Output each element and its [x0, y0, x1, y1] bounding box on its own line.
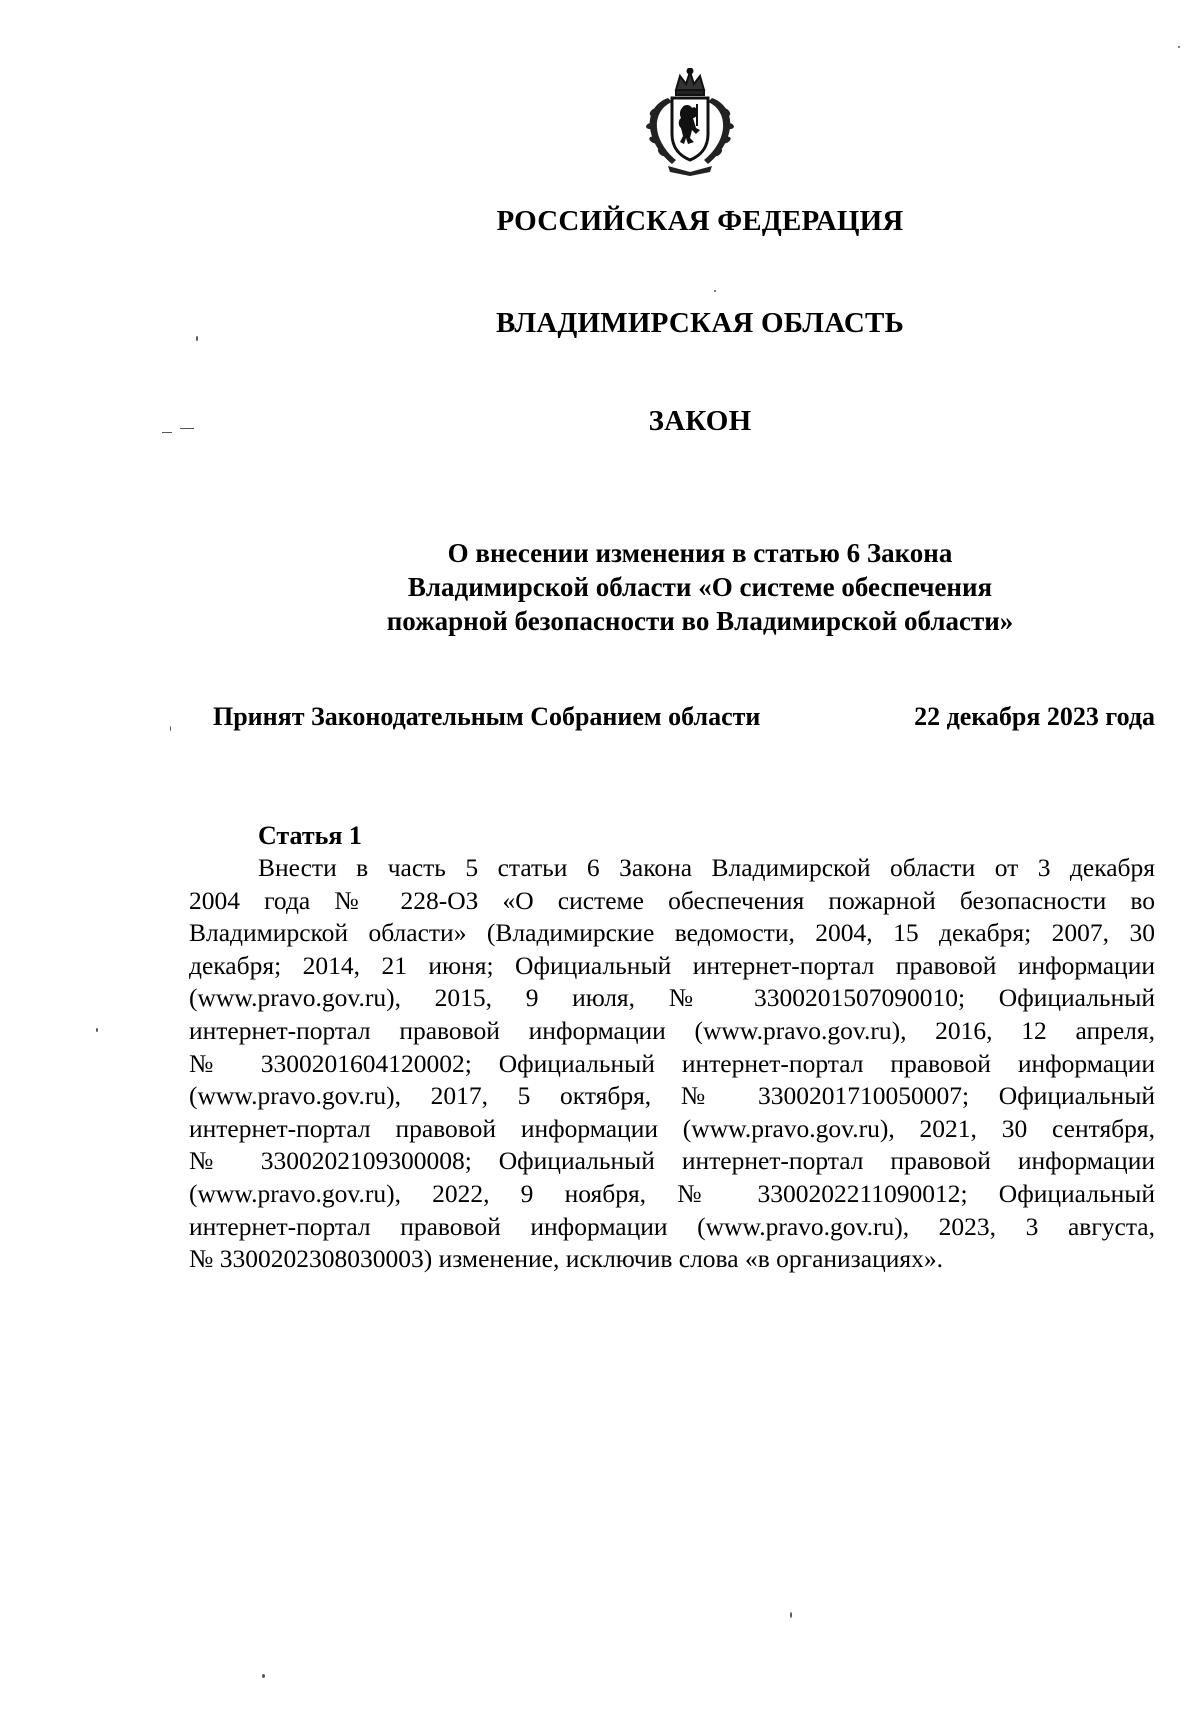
- article-line: декабря; 2014, 21 июня; Официальный интернет-портал правовой информации: [189, 950, 1155, 980]
- scan-speck: [162, 432, 172, 433]
- scan-speck: [180, 428, 194, 429]
- adoption-date: 22 декабря 2023 года: [914, 702, 1155, 731]
- scan-speck: [714, 290, 716, 292]
- law-title-line: О внесении изменения в статью 6 Закона: [447, 538, 953, 568]
- document-type-heading: ЗАКОН: [648, 405, 752, 437]
- article-line: интернет-портал правовой информации (www.pravo.gov.ru), 2023, 3 августа,: [189, 1211, 1155, 1241]
- article-line: № 3300201604120002; Официальный интернет-портал правовой информации: [189, 1048, 1155, 1078]
- law-title-line: пожарной безопасности во Владимирской области»: [386, 606, 1014, 636]
- article-line: интернет-портал правовой информации (www.pravo.gov.ru), 2016, 12 апреля,: [189, 1015, 1155, 1045]
- article-line: (www.pravo.gov.ru), 2017, 5 октября, № 3300201710050007; Официальный: [189, 1081, 1155, 1111]
- scan-speck: [196, 336, 198, 341]
- article-line: (www.pravo.gov.ru), 2015, 9 июля, № 3300201507090010; Официальный: [189, 983, 1155, 1013]
- scan-speck: [1178, 46, 1180, 48]
- coat-of-arms-icon: [638, 68, 742, 176]
- adopted-by: Принят Законодательным Собранием области: [213, 702, 761, 731]
- country-heading: РОССИЙСКАЯ ФЕДЕРАЦИЯ: [496, 205, 904, 237]
- article-title: Статья 1: [258, 821, 362, 850]
- article-line: № 3300202308030003) изменение, исключив слова «в организациях».: [189, 1244, 943, 1274]
- article-line: интернет-портал правовой информации (www.pravo.gov.ru), 2021, 30 сентября,: [189, 1113, 1155, 1143]
- article-line: Внести в часть 5 статьи 6 Закона Владимирской области от 3 декабря: [258, 853, 1155, 882]
- article-body: [189, 852, 1155, 1276]
- article-line: № 3300202109300008; Официальный интернет-портал правовой информации: [189, 1146, 1155, 1176]
- law-title-line: Владимирской области «О системе обеспечения: [407, 572, 993, 602]
- scan-speck: [262, 1674, 265, 1678]
- region-heading: ВЛАДИМИРСКАЯ ОБЛАСТЬ: [496, 307, 904, 339]
- law-title: [300, 536, 1100, 638]
- scan-speck: [170, 726, 171, 731]
- article-line: 2004 года № 228-ОЗ «О системе обеспечения пожарной безопасности во: [189, 885, 1155, 915]
- scan-speck: [790, 1612, 792, 1618]
- scan-speck: [96, 1028, 98, 1032]
- article-line: (www.pravo.gov.ru), 2022, 9 ноября, № 3300202211090012; Официальный: [189, 1178, 1155, 1208]
- article-line: Владимирской области» (Владимирские ведомости, 2004, 15 декабря; 2007, 30: [189, 918, 1155, 948]
